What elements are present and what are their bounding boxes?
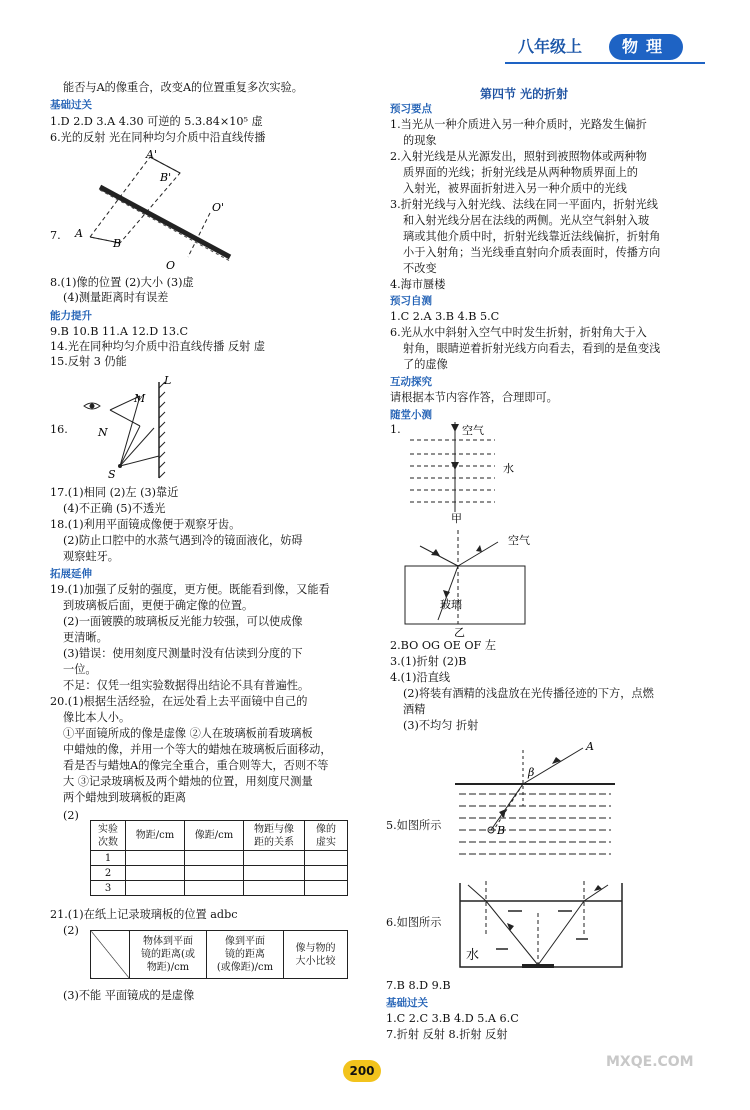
label-water-6: 水 — [466, 948, 480, 963]
label-a-5: A — [586, 740, 594, 753]
right-line-3: 2.入射光线是从光源发出，照射到被照物体或两种物 — [390, 150, 647, 163]
left-line-23: ①平面镜所成的像是虚像 ②人在玻璃板前看玻璃板 — [63, 727, 313, 740]
section-basic-2: 基础过关 — [386, 997, 428, 1009]
question-7-number: 7. — [50, 229, 61, 242]
left-line-30: (2) — [63, 924, 79, 937]
left-line-25: 看是否与蜡烛A的像完全重合，重合则等大，否则不等 — [63, 759, 329, 772]
label-b-5: B — [497, 824, 506, 837]
left-line-27: 两个蜡烛到玻璃板的距离 — [63, 791, 187, 804]
table2-header-row — [91, 931, 348, 979]
left-line-11: 18.(1)利用平面镜成像便于观察牙齿。 — [50, 518, 241, 531]
section-quiz: 随堂小测 — [390, 409, 432, 421]
left-line-1: 能否与A的像重合，改变A的位置重复多次实验。 — [63, 81, 303, 94]
right-line-17: 1. — [390, 423, 401, 436]
right-line-26: 7.B 8.D 9.B — [386, 979, 451, 992]
left-line-26: 大 ③记录玻璃板及两个蜡烛的位置，用刻度尺测量 — [63, 775, 313, 788]
label-b: B — [113, 237, 122, 250]
right-line-23: (3)不均匀 折射 — [403, 719, 479, 732]
left-line-18: (3)错误：使用刻度尺测量时没有估读到分度的下 — [63, 647, 303, 660]
right-line-5: 入射光，被界面折射进入另一种介质中的光线 — [403, 182, 627, 195]
left-line-22: 像比本人小。 — [63, 711, 131, 724]
table2-diagonal-cell — [91, 931, 130, 979]
table2-header-cell: 像与物的 大小比较 — [284, 931, 348, 979]
section-basic: 基础过关 — [50, 99, 92, 111]
label-o-prime: O' — [212, 201, 225, 214]
grade-label: 八年级上 — [518, 37, 583, 56]
right-line-9: 小于入射角；当光线垂直射向介质表面时，传播方向 — [403, 246, 661, 259]
right-line-8: 璃或其他介质中时，折射光线靠近法线偏折，折射角 — [403, 230, 661, 243]
right-line-11: 4.海市蜃楼 — [390, 278, 446, 291]
left-line-19: 一位。 — [63, 663, 97, 676]
watermark: MXQE.COM — [606, 1054, 694, 1070]
image-outline — [90, 157, 180, 243]
table1-header-row — [91, 821, 348, 851]
right-line-14: 射角，眼睛逆着折射光线方向看去，看到的是鱼变浅 — [403, 342, 661, 355]
label-a-prime: A' — [146, 148, 157, 161]
right-line-4: 质界面的光线；折射光线是从两种物质界面上的 — [403, 166, 638, 179]
left-line-9: 17.(1)相同 (2)左 (3)靠近 — [50, 486, 179, 499]
label-water-a: 水 — [503, 462, 514, 475]
label-air-a: 空气 — [462, 424, 484, 437]
table-row: 3 — [91, 881, 348, 896]
left-line-2: 1.D 2.D 3.A 4.30 可逆的 5.3.84×10⁵ 虚 — [50, 115, 263, 128]
label-beta: β — [528, 766, 535, 779]
right-line-21: (2)将装有酒精的浅盘放在光传播径迹的下方，点燃 — [403, 687, 654, 700]
left-line-13: 观察蛀牙。 — [63, 550, 119, 563]
table-row: 1 — [91, 851, 348, 866]
table2-header-cell: 物体到平面 镜的距离(或 物距)/cm — [130, 931, 207, 979]
right-line-24: 5.如图所示 — [386, 819, 442, 832]
left-line-20: 不足：仅凭一组实验数据得出结论不具有普遍性。 — [63, 679, 310, 692]
right-line-18: 2.BO OG OE OF 左 — [390, 639, 497, 652]
left-line-15: 到玻璃板后面，更便于确定像的位置。 — [63, 599, 254, 612]
right-line-7: 和入射光线分居在法线的两侧。光从空气斜射入玻 — [403, 214, 650, 227]
left-line-8: 15.反射 3 仍能 — [50, 355, 127, 368]
left-line-12: (2)防止口腔中的水蒸气遇到冷的镜面液化，妨碍 — [63, 534, 303, 547]
label-o: O — [166, 259, 176, 272]
table-row: 2 — [91, 866, 348, 881]
right-line-15: 了的虚像 — [403, 358, 448, 371]
right-line-12: 1.C 2.A 3.B 4.B 5.C — [390, 310, 500, 323]
right-line-1: 1.当光从一种介质进入另一种介质时，光路发生偏折 — [390, 118, 647, 131]
label-s: S — [108, 468, 116, 481]
left-line-16: (2)一面镀膜的玻璃板反光能力较强，可以使成像 — [63, 615, 303, 628]
label-yi: 乙 — [454, 626, 465, 638]
right-line-22: 酒精 — [403, 703, 426, 716]
right-line-6: 3.折射光线与入射光线、法线在同一平面内，折射光线 — [390, 198, 658, 211]
reflection-figure-6 — [458, 877, 628, 972]
label-a: A — [75, 227, 83, 240]
label-jia: 甲 — [451, 512, 462, 525]
right-line-25: 6.如图所示 — [386, 916, 442, 929]
header-rule — [505, 62, 705, 64]
mirror-hatching — [159, 382, 165, 478]
table1-header-cell: 实验 次数 — [91, 821, 126, 851]
left-line-6: 9.B 10.B 11.A 12.D 13.C — [50, 325, 189, 338]
right-line-10: 不改变 — [403, 262, 437, 275]
label-glass: 玻璃 — [440, 598, 462, 611]
section-self-test: 预习自测 — [390, 295, 432, 307]
left-line-21: 20.(1)根据生活经验，在远处看上去平面镜中自己的 — [50, 695, 308, 708]
label-m: M — [134, 392, 146, 405]
refraction-figure-a — [400, 420, 540, 525]
left-line-29: 21.(1)在纸上记录玻璃板的位置 adbc — [50, 908, 238, 921]
left-line-7: 14.光在同种均匀介质中沿直线传播 反射 虚 — [50, 340, 266, 353]
left-line-5: (4)测量距离时有误差 — [63, 291, 169, 304]
table1-header-cell: 物距/cm — [126, 821, 185, 851]
label-n: N — [98, 426, 108, 439]
right-line-19: 3.(1)折射 (2)B — [390, 655, 467, 668]
right-line-13: 6.光从水中斜射入空气中时发生折射，折射角大于入 — [390, 326, 647, 339]
section-interactive: 互动探究 — [390, 376, 432, 388]
label-l: L — [164, 374, 172, 387]
section-extension: 拓展延伸 — [50, 568, 92, 580]
right-line-16: 请根据本节内容作答，合理即可。 — [390, 391, 558, 404]
section-key-points: 预习要点 — [390, 103, 432, 115]
label-air-b: 空气 — [508, 534, 530, 547]
mirror-figure-16 — [80, 368, 190, 486]
label-b-prime: B' — [160, 171, 172, 184]
left-line-4: 8.(1)像的位置 (2)大小 (3)虚 — [50, 276, 194, 289]
subject-badge: 物理 — [609, 34, 683, 60]
section-title: 第四节 光的折射 — [480, 87, 569, 101]
experiment-table-1 — [90, 820, 348, 896]
refraction-figure-b — [400, 528, 550, 638]
left-line-3: 6.光的反射 光在同种均匀介质中沿直线传播 — [50, 131, 266, 144]
question-16-number: 16. — [50, 423, 68, 436]
page-number: 200 — [343, 1060, 381, 1082]
right-line-2: 的现象 — [403, 134, 437, 147]
left-line-31: (3)不能 平面镜成的是虚像 — [63, 989, 195, 1002]
left-line-17: 更清晰。 — [63, 631, 108, 644]
right-line-27: 1.C 2.C 3.B 4.D 5.A 6.C — [386, 1012, 519, 1025]
left-line-10: (4)不正确 (5)不透光 — [63, 502, 166, 515]
left-line-24: 中蜡烛的像，并用一个等大的蜡烛在玻璃板后面移动， — [63, 743, 332, 756]
refraction-figure-5 — [455, 736, 615, 858]
table1-header-cell: 像的 虚实 — [305, 821, 348, 851]
section-ability: 能力提升 — [50, 310, 92, 322]
right-line-20: 4.(1)沿直线 — [390, 671, 451, 684]
table2-header-cell: 像到平面 镜的距离 (或像距)/cm — [207, 931, 284, 979]
table1-header-cell: 物距与像 距的关系 — [244, 821, 305, 851]
experiment-table-2 — [90, 930, 348, 979]
mirror-figure-7 — [70, 145, 250, 275]
left-line-14: 19.(1)加强了反射的强度，更方便。既能看到像，又能看 — [50, 583, 330, 596]
table1-header-cell: 像距/cm — [185, 821, 244, 851]
right-line-28: 7.折射 反射 8.折射 反射 — [386, 1028, 508, 1041]
left-line-28: (2) — [63, 809, 79, 822]
